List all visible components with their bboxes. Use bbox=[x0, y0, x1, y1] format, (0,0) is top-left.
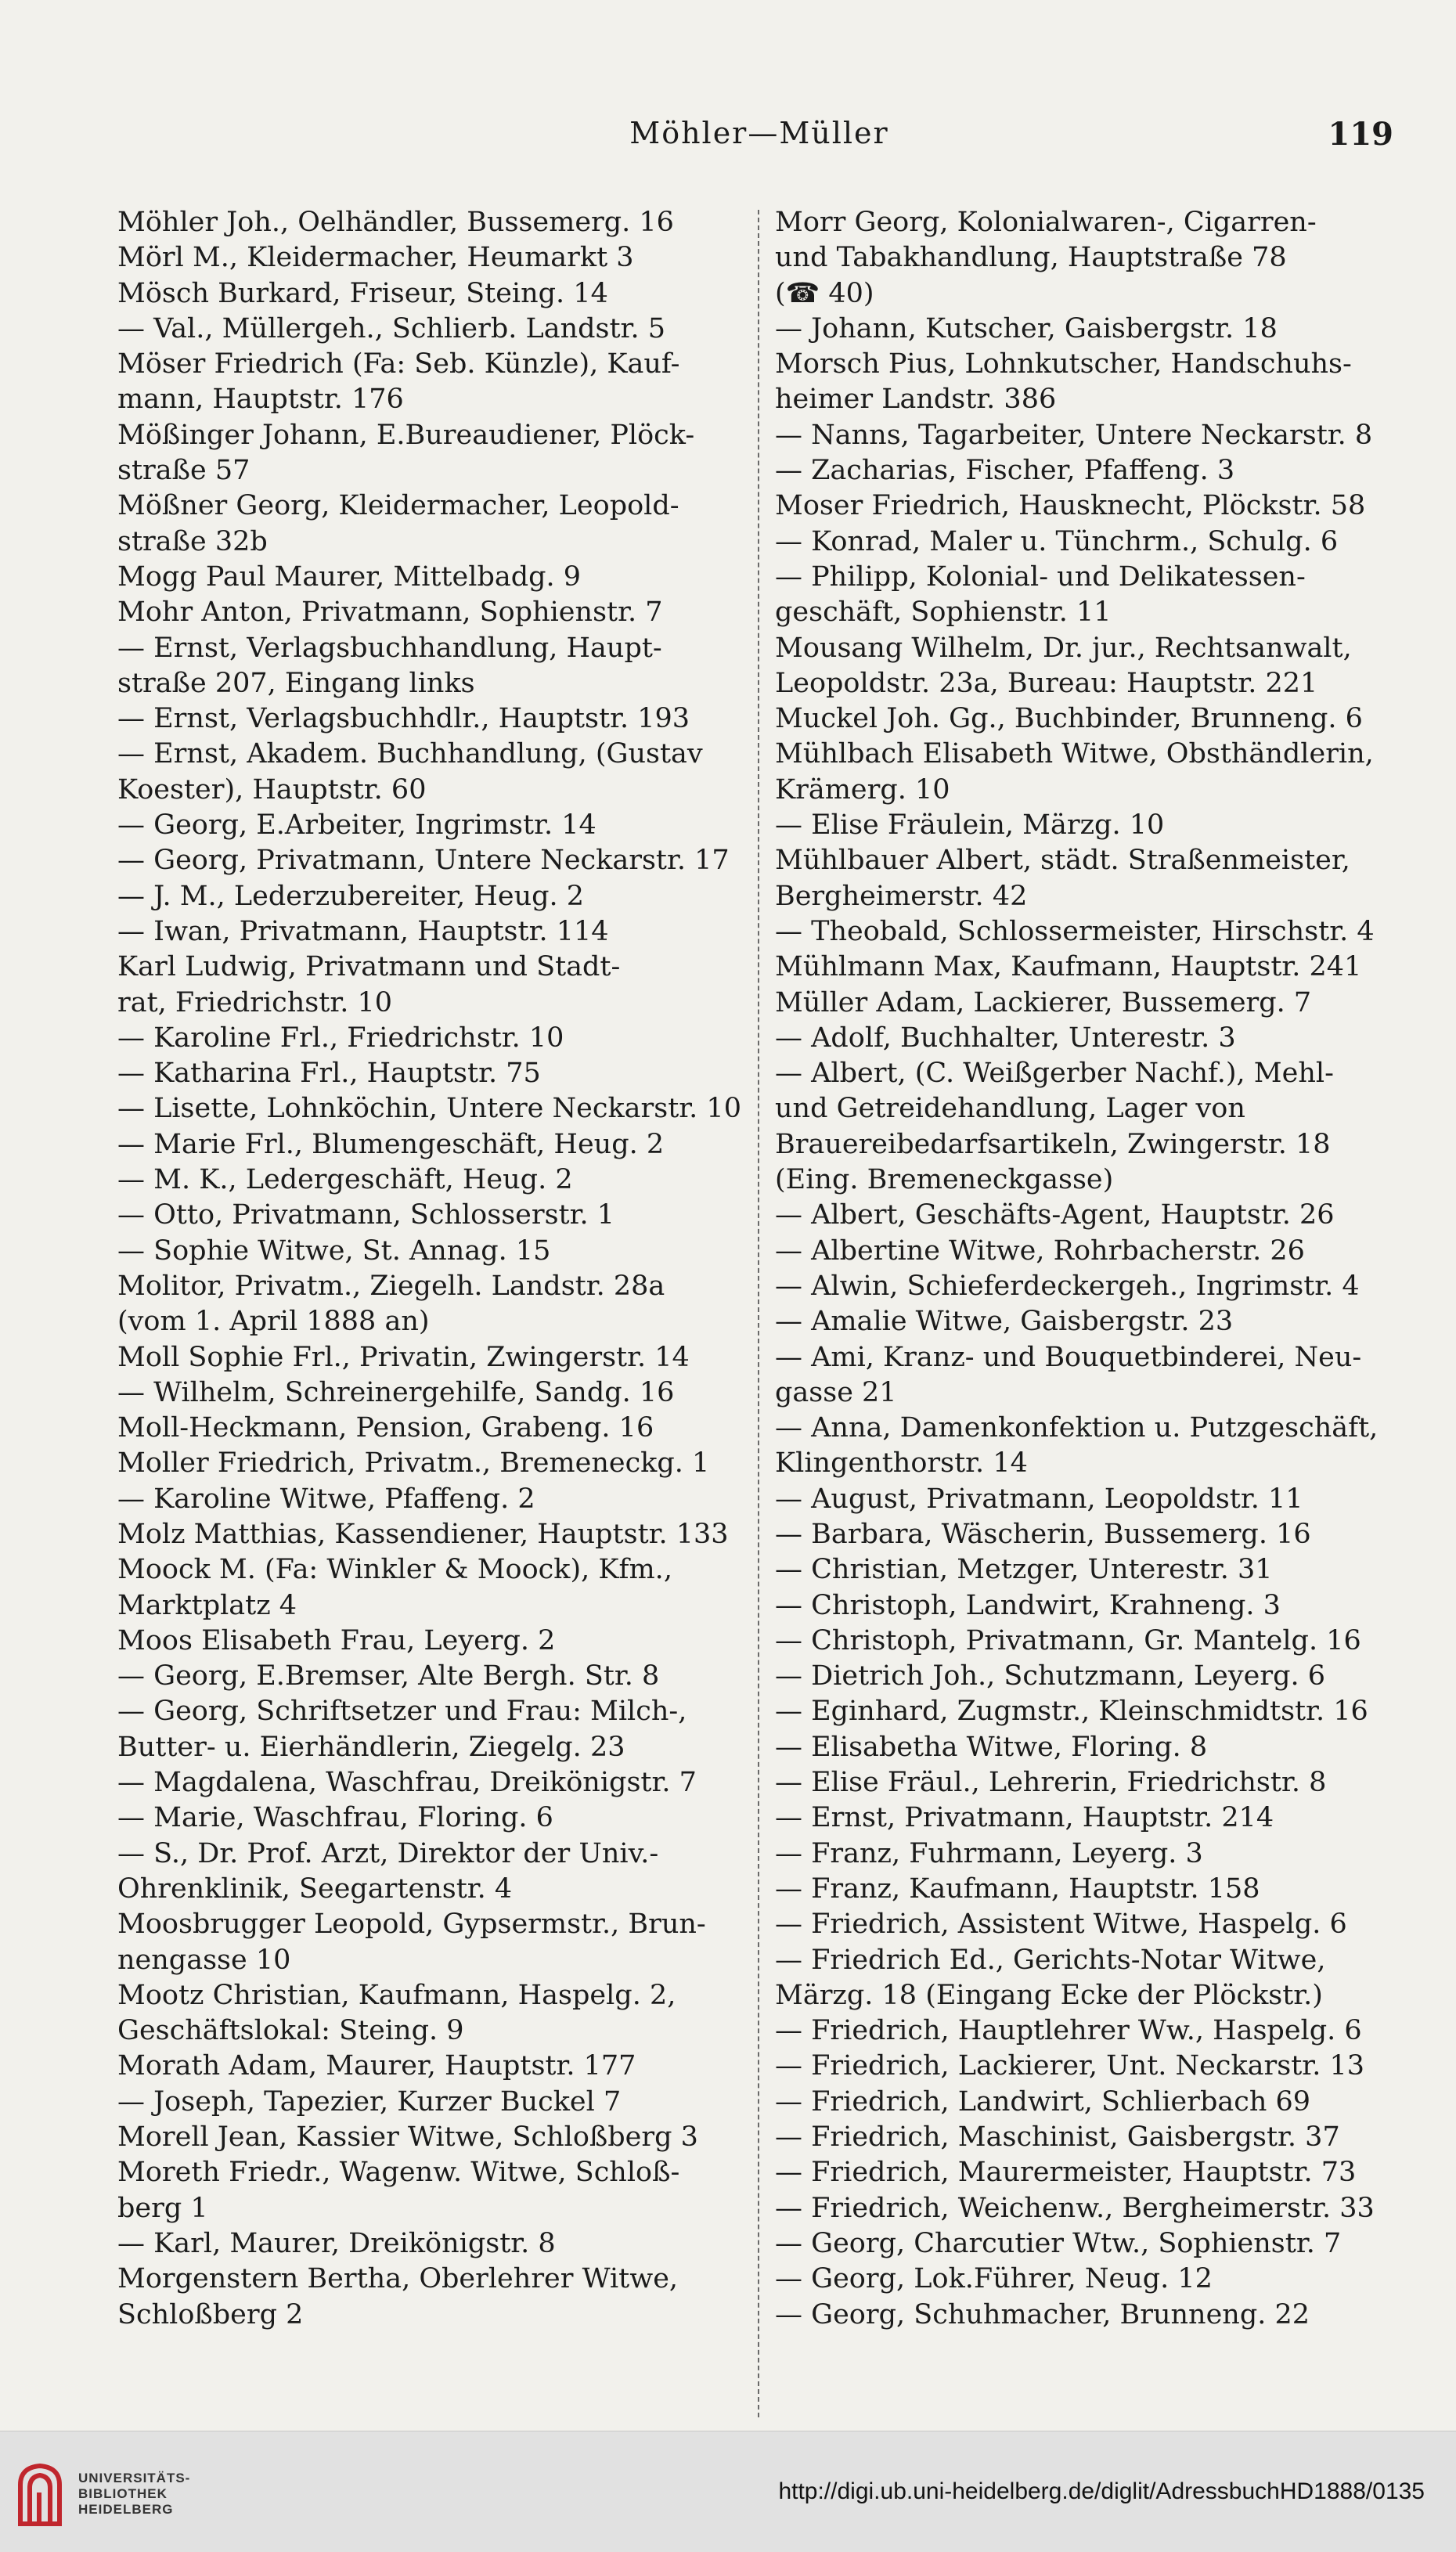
directory-line: — Friedrich, Landwirt, Schlierbach 69 bbox=[775, 2085, 1311, 2118]
directory-line: Mühlbauer Albert, städt. Straßenmeister, bbox=[775, 845, 1350, 877]
directory-line: Morath Adam, Maurer, Hauptstr. 177 bbox=[117, 2050, 636, 2082]
directory-line: mann, Hauptstr. 176 bbox=[117, 384, 404, 416]
directory-line: Mörl M., Kleidermacher, Heumarkt 3 bbox=[117, 242, 634, 274]
directory-line: Mößner Georg, Kleidermacher, Leopold- bbox=[117, 490, 679, 522]
directory-line: Märzg. 18 (Eingang Ecke der Plöckstr.) bbox=[775, 1979, 1323, 2011]
directory-line: — Albertine Witwe, Rohrbacherstr. 26 bbox=[775, 1235, 1305, 1267]
directory-line: — Ernst, Akadem. Buchhandlung, (Gustav bbox=[117, 738, 703, 770]
directory-line: (vom 1. April 1888 an) bbox=[117, 1306, 430, 1338]
directory-line: — Ernst, Privatmann, Hauptstr. 214 bbox=[775, 1802, 1274, 1834]
directory-line: (☎ 40) bbox=[775, 277, 874, 309]
directory-line: Morell Jean, Kassier Witwe, Schloßberg 3 bbox=[117, 2121, 698, 2154]
directory-line: Brauereibedarfsartikeln, Zwingerstr. 18 bbox=[775, 1128, 1331, 1160]
directory-line: — Christoph, Privatmann, Gr. Mantelg. 16 bbox=[775, 1624, 1361, 1656]
directory-line: Mohr Anton, Privatmann, Sophienstr. 7 bbox=[117, 597, 663, 629]
directory-line: Müller Adam, Lackierer, Bussemerg. 7 bbox=[775, 986, 1312, 1018]
directory-line: (Eing. Bremeneckgasse) bbox=[775, 1164, 1114, 1196]
directory-line: — Amalie Witwe, Gaisbergstr. 23 bbox=[775, 1306, 1234, 1338]
institution-name bbox=[78, 2471, 190, 2518]
directory-line: — Iwan, Privatmann, Hauptstr. 114 bbox=[117, 915, 609, 947]
directory-line: Mootz Christian, Kaufmann, Haspelg. 2, bbox=[117, 1979, 676, 2011]
directory-line: — Friedrich, Weichenw., Bergheimerstr. 33 bbox=[775, 2192, 1375, 2224]
directory-line: — Katharina Frl., Hauptstr. 75 bbox=[117, 1058, 541, 1090]
directory-line: — Christoph, Landwirt, Krahneng. 3 bbox=[775, 1589, 1281, 1621]
directory-line: — Dietrich Joh., Schutzmann, Leyerg. 6 bbox=[775, 1660, 1326, 1692]
directory-line: Morr Georg, Kolonialwaren-, Cigarren- bbox=[775, 207, 1317, 238]
institution-line-1: UNIVERSITÄTS- bbox=[78, 2471, 191, 2485]
directory-line: Molz Matthias, Kassendiener, Hauptstr. 133 bbox=[117, 1518, 729, 1550]
directory-line: — J. M., Lederzubereiter, Heug. 2 bbox=[117, 880, 585, 912]
directory-line: gasse 21 bbox=[775, 1376, 897, 1408]
directory-line: Moreth Friedr., Wagenw. Witwe, Schloß- bbox=[117, 2157, 680, 2189]
directory-line: rat, Friedrichstr. 10 bbox=[117, 986, 393, 1018]
directory-line: — Konrad, Maler u. Tünchrm., Schulg. 6 bbox=[775, 525, 1339, 557]
source-url-link[interactable]: http://digi.ub.uni-heidelberg.de/diglit/AdressbuchHD1888/0135 bbox=[778, 2478, 1425, 2504]
directory-line: straße 207, Eingang links bbox=[117, 667, 475, 699]
directory-line: Leopoldstr. 23a, Bureau: Hauptstr. 221 bbox=[775, 667, 1318, 699]
directory-line: Mousang Wilhelm, Dr. jur., Rechtsanwalt, bbox=[775, 632, 1352, 664]
directory-line: — Karoline Frl., Friedrichstr. 10 bbox=[117, 1022, 564, 1054]
directory-line: berg 1 bbox=[117, 2192, 208, 2224]
directory-line: Marktplatz 4 bbox=[117, 1589, 297, 1621]
directory-line: — Nanns, Tagarbeiter, Untere Neckarstr. 8 bbox=[775, 419, 1373, 451]
directory-line: nengasse 10 bbox=[117, 1944, 291, 1976]
directory-line: — Marie Frl., Blumengeschäft, Heug. 2 bbox=[117, 1128, 665, 1160]
directory-line: — Eginhard, Zugmstr., Kleinschmidtstr. 16 bbox=[775, 1696, 1368, 1728]
directory-line: Koester), Hauptstr. 60 bbox=[117, 773, 427, 806]
directory-line: Klingenthorstr. 14 bbox=[775, 1447, 1028, 1480]
directory-line: — Friedrich, Hauptlehrer Ww., Haspelg. 6 bbox=[775, 2015, 1362, 2047]
directory-line: — Joseph, Tapezier, Kurzer Buckel 7 bbox=[117, 2085, 622, 2118]
directory-line: heimer Landstr. 386 bbox=[775, 384, 1057, 416]
viewer-footer bbox=[0, 2431, 1456, 2552]
directory-line: — Karoline Witwe, Pfaffeng. 2 bbox=[117, 1483, 535, 1515]
directory-line: straße 57 bbox=[117, 455, 250, 487]
directory-line: — Lisette, Lohnköchin, Untere Neckarstr. 10 bbox=[117, 1093, 741, 1125]
directory-line: straße 32b bbox=[117, 525, 268, 557]
directory-line: Morsch Pius, Lohnkutscher, Handschuhs- bbox=[775, 348, 1352, 380]
directory-line: Möser Friedrich (Fa: Seb. Künzle), Kauf- bbox=[117, 348, 680, 380]
directory-line: — Georg, Schuhmacher, Brunneng. 22 bbox=[775, 2298, 1310, 2330]
page-header bbox=[117, 110, 1401, 164]
directory-line: Mühlmann Max, Kaufmann, Hauptstr. 241 bbox=[775, 951, 1362, 983]
directory-line: — Otto, Privatmann, Schlosserstr. 1 bbox=[117, 1199, 615, 1231]
directory-line: und Tabakhandlung, Hauptstraße 78 bbox=[775, 242, 1287, 274]
directory-line: — Albert, Geschäfts-Agent, Hauptstr. 26 bbox=[775, 1199, 1335, 1231]
directory-line: — Georg, Charcutier Wtw., Sophienstr. 7 bbox=[775, 2227, 1342, 2259]
university-library-logo-icon bbox=[16, 2461, 64, 2527]
directory-line: — Georg, Schriftsetzer und Frau: Milch-, bbox=[117, 1696, 687, 1728]
directory-line: — Franz, Kaufmann, Hauptstr. 158 bbox=[775, 1873, 1260, 1905]
directory-line: — Anna, Damenkonfektion u. Putzgeschäft, bbox=[775, 1412, 1379, 1444]
directory-line: Mößinger Johann, E.Bureaudiener, Plöck- bbox=[117, 419, 695, 451]
directory-line: — M. K., Ledergeschäft, Heug. 2 bbox=[117, 1164, 573, 1196]
left-column bbox=[117, 205, 751, 2333]
directory-line: — Georg, E.Bremser, Alte Bergh. Str. 8 bbox=[117, 1660, 660, 1692]
directory-line: — Elise Fräulein, Märzg. 10 bbox=[775, 809, 1165, 842]
directory-line: Mösch Burkard, Friseur, Steing. 14 bbox=[117, 277, 608, 309]
directory-line: Moll Sophie Frl., Privatin, Zwingerstr. 14 bbox=[117, 1341, 690, 1373]
directory-line: Butter- u. Eierhändlerin, Ziegelg. 23 bbox=[117, 1731, 625, 1763]
directory-line: Moock M. (Fa: Winkler & Moock), Kfm., bbox=[117, 1554, 672, 1586]
directory-line: — Ernst, Verlagsbuchhandlung, Haupt- bbox=[117, 632, 662, 664]
directory-line: — Ernst, Verlagsbuchhdlr., Hauptstr. 193 bbox=[117, 703, 690, 735]
directory-line: — Friedrich, Maschinist, Gaisbergstr. 37 bbox=[775, 2121, 1340, 2154]
directory-line: — Elise Fräul., Lehrerin, Friedrichstr. 8 bbox=[775, 1767, 1327, 1799]
directory-line: — Philipp, Kolonial- und Delikatessen- bbox=[775, 561, 1306, 593]
directory-line: — Theobald, Schlossermeister, Hirschstr. 4 bbox=[775, 915, 1375, 947]
directory-line: — S., Dr. Prof. Arzt, Direktor der Univ.- bbox=[117, 1837, 659, 1869]
directory-line: Muckel Joh. Gg., Buchbinder, Brunneng. 6 bbox=[775, 703, 1363, 735]
directory-line: Moser Friedrich, Hausknecht, Plöckstr. 58 bbox=[775, 490, 1366, 522]
directory-line: Moll-Heckmann, Pension, Grabeng. 16 bbox=[117, 1412, 654, 1444]
directory-line: — Friedrich, Assistent Witwe, Haspelg. 6 bbox=[775, 1909, 1347, 1941]
directory-line: — Sophie Witwe, St. Annag. 15 bbox=[117, 1235, 551, 1267]
directory-line: Möhler Joh., Oelhändler, Bussemerg. 16 bbox=[117, 207, 674, 238]
directory-line: — Wilhelm, Schreinergehilfe, Sandg. 16 bbox=[117, 1376, 675, 1408]
right-column bbox=[775, 205, 1409, 2333]
directory-line: — Karl, Maurer, Dreikönigstr. 8 bbox=[117, 2227, 556, 2259]
running-head: Möhler—Müller bbox=[629, 116, 889, 150]
directory-line: Morgenstern Bertha, Oberlehrer Witwe, bbox=[117, 2263, 679, 2295]
institution-line-3: HEIDELBERG bbox=[78, 2502, 174, 2517]
page-number: 119 bbox=[1328, 116, 1393, 153]
directory-line: — Georg, E.Arbeiter, Ingrimstr. 14 bbox=[117, 809, 596, 842]
directory-line: — Elisabetha Witwe, Floring. 8 bbox=[775, 1731, 1208, 1763]
directory-line: — Alwin, Schieferdeckergeh., Ingrimstr. 4 bbox=[775, 1270, 1360, 1302]
institution-line-2: BIBLIOTHEK bbox=[78, 2486, 168, 2501]
directory-line: Molitor, Privatm., Ziegelh. Landstr. 28a bbox=[117, 1270, 665, 1302]
directory-line: — Friedrich Ed., Gerichts-Notar Witwe, bbox=[775, 1944, 1326, 1976]
directory-line: — Albert, (C. Weißgerber Nachf.), Mehl- bbox=[775, 1058, 1334, 1090]
directory-line: Karl Ludwig, Privatmann und Stadt- bbox=[117, 951, 621, 983]
directory-line: — August, Privatmann, Leopoldstr. 11 bbox=[775, 1483, 1303, 1515]
directory-line: Mühlbach Elisabeth Witwe, Obsthändlerin, bbox=[775, 738, 1374, 770]
directory-line: — Val., Müllergeh., Schlierb. Landstr. 5 bbox=[117, 312, 665, 344]
directory-line: — Marie, Waschfrau, Floring. 6 bbox=[117, 1802, 553, 1834]
directory-line: — Georg, Lok.Führer, Neug. 12 bbox=[775, 2263, 1213, 2295]
directory-line: Moos Elisabeth Frau, Leyerg. 2 bbox=[117, 1624, 556, 1656]
directory-line: Bergheimerstr. 42 bbox=[775, 880, 1028, 912]
column-divider bbox=[758, 210, 759, 2417]
directory-line: — Friedrich, Lackierer, Unt. Neckarstr. 13 bbox=[775, 2050, 1364, 2082]
directory-line: Moosbrugger Leopold, Gypsermstr., Brun- bbox=[117, 1909, 706, 1941]
directory-line: Schloßberg 2 bbox=[117, 2298, 304, 2330]
directory-line: — Barbara, Wäscherin, Bussemerg. 16 bbox=[775, 1518, 1311, 1550]
directory-line: Moller Friedrich, Privatm., Bremeneckg. 1 bbox=[117, 1447, 710, 1480]
directory-line: — Georg, Privatmann, Untere Neckarstr. 17 bbox=[117, 845, 730, 877]
directory-line: geschäft, Sophienstr. 11 bbox=[775, 597, 1112, 629]
directory-line: Mogg Paul Maurer, Mittelbadg. 9 bbox=[117, 561, 582, 593]
directory-line: und Getreidehandlung, Lager von bbox=[775, 1093, 1245, 1125]
directory-line: — Franz, Fuhrmann, Leyerg. 3 bbox=[775, 1837, 1203, 1869]
directory-line: — Friedrich, Maurermeister, Hauptstr. 73 bbox=[775, 2157, 1357, 2189]
directory-line: Ohrenklinik, Seegartenstr. 4 bbox=[117, 1873, 513, 1905]
directory-line: Geschäftslokal: Steing. 9 bbox=[117, 2015, 464, 2047]
directory-line: — Ami, Kranz- und Bouquetbinderei, Neu- bbox=[775, 1341, 1362, 1373]
directory-line: — Magdalena, Waschfrau, Dreikönigstr. 7 bbox=[117, 1767, 697, 1799]
directory-line: — Johann, Kutscher, Gaisbergstr. 18 bbox=[775, 312, 1278, 344]
directory-line: — Zacharias, Fischer, Pfaffeng. 3 bbox=[775, 455, 1235, 487]
directory-line: — Adolf, Buchhalter, Unterestr. 3 bbox=[775, 1022, 1236, 1054]
directory-line: Krämerg. 10 bbox=[775, 773, 950, 806]
directory-line: — Christian, Metzger, Unterestr. 31 bbox=[775, 1554, 1273, 1586]
